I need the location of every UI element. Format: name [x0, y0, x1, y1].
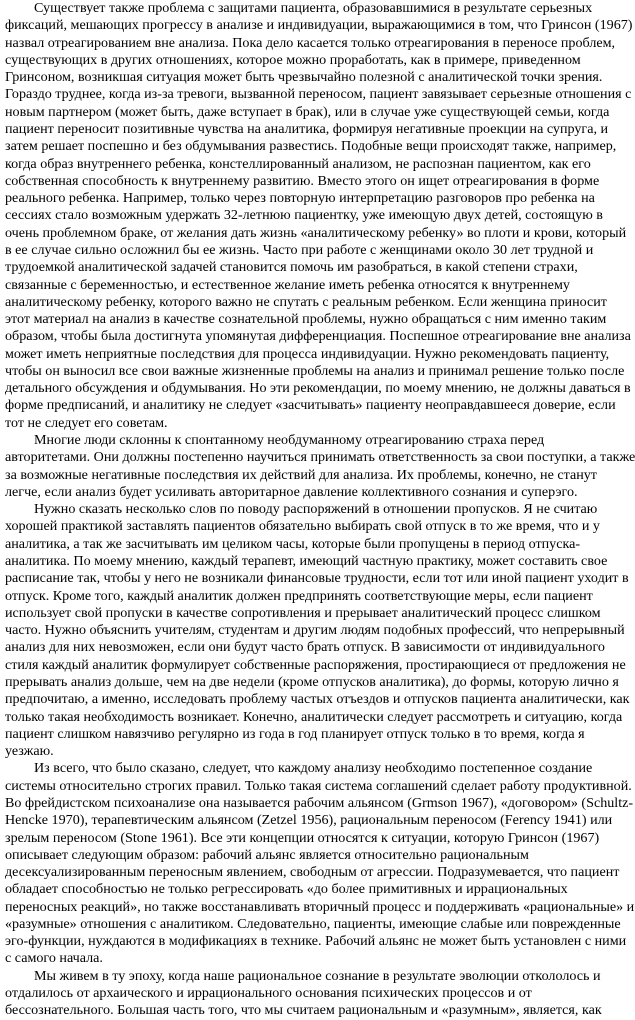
text-line: собственная способность к внутреннему развитию. Вместо этого он ищет отреагирования в форме: [5, 172, 600, 189]
text-line: анализ для них невозможен, если они будут часто брать отпуск. В зависимости от индивидуального: [5, 639, 605, 656]
text-line: связанные с беременностью, и естественное желание иметь ребенка относятся к внутреннему: [5, 276, 570, 293]
paragraph: [5, 968, 620, 1020]
text-line: аналитика, а так же засчитывать им целиком часы, которые были пропущены в период отпуска-: [5, 535, 581, 552]
text-line: аналитическому ребенку, которого важно не спутать с реальным ребенком. Если женщина приносит: [5, 293, 607, 310]
text-line: пациент слишком навязчиво регулярно из года в год планирует отпуск только в то время, когда я: [5, 725, 585, 742]
text-line: трудоемкой аналитической задачей становится помочь им разобраться, в какой степени страхи,: [5, 259, 578, 276]
text-line: десексуализированным переносным явлением, свободным от агрессии. Подразумевается, что пациент: [5, 864, 620, 881]
paragraph: [5, 760, 635, 967]
text-line: форме предписаний, и аналитику не следует «засчитывать» пациенту неоправдавшееся доверие, если: [5, 397, 616, 414]
text-line: реального ребенка. Например, только через повторную интерпретацию разговоров про ребенка на: [5, 190, 595, 207]
text-line: детального обсуждения и обдумывания. Но эти рекомендации, по моему мнению, не должны даваться в: [5, 380, 631, 397]
paragraph: [5, 432, 635, 501]
text-line: расписание так, чтобы у него не возникали финансовые трудности, если тот или иной пациент уходит в: [5, 570, 629, 587]
text-line: предпочитаю, а именно, исследовать проблему частых отъездов и отпусков пациента аналитически, как: [5, 691, 630, 708]
text-line: существующих в других отношениях, которое можно проработать, как в примере, приведенном: [5, 51, 581, 68]
text-line: переносных реакций», но также восстанавливать вторичный процесс и поддерживать «рациональные» и: [5, 898, 635, 915]
text-line: Во фрейдистском психоанализе она называется рабочим альянсом (Grmson 1967), «договором» (Schultz-: [5, 794, 634, 811]
paragraph: [5, 501, 630, 760]
text-line: Нужно сказать несколько слов по поводу распоряжений в отношении пропусков. Я не считаю: [34, 501, 598, 518]
text-line: Гринсоном, возникшая ситуация может быть чрезвычайно полезной с аналитической точки зрения.: [5, 69, 603, 86]
text-line: отпуск. Кроме того, каждый аналитик должен предпринять соответствующие меры, если пациент: [5, 587, 593, 604]
text-line: с самого начала.: [5, 950, 103, 967]
text-line: Мы живем в ту эпоху, когда наше рациональное сознание в результате эволюции откололось и: [34, 967, 601, 984]
text-line: хорошей практикой заставлять пациентов обязательно выбирать свой отпуск в то же время, что и у: [5, 518, 600, 535]
text-line: «разумные» отношения с аналитиком. Следовательно, пациенты, имеющие слабые или поврежденные: [5, 915, 621, 932]
text-line: Hencke 1970), терапевтическим альянсом (Zetzel 1956), рациональным переносом (Ferency 1941) или: [5, 812, 613, 829]
text-line: когда образ внутреннего ребенка, констеллированный анализом, не распознан пациентом, как его: [5, 155, 591, 172]
text-line: использует свой пропуски в качестве сопротивления и прерывает аналитический процесс слишком: [5, 604, 601, 621]
text-line: обладает способностью не только регрессировать «до более примитивных и иррациональных: [5, 881, 568, 898]
text-line: образом, чтобы была достигнута упомянутая дифференциация. Поспешное отреагирование вне анализа: [5, 328, 631, 345]
text-line: сессиях стало возможным удержать 32-летнюю пациентку, уже имеющую двух детей, состоящую в: [5, 207, 603, 224]
text-line: описывает следующим образом: рабочий альянс является относительно рациональным: [5, 846, 529, 863]
text-line: стиля каждый аналитик формулирует собственные распоряжения, простирающиеся от предложения не: [5, 656, 626, 673]
text-line: пациент переносит позитивные чувства на аналитика, формируя негативные проекции на супруга, и: [5, 120, 609, 137]
text-line: зрелым переносом (Stone 1961). Все эти концепции относятся к ситуации, которую Гринсон (1967): [5, 829, 600, 846]
text-line: новым партнером (может быть, даже вступает в брак), или в случае уже существующей семьи, когда: [5, 103, 610, 120]
text-line: уезжаю.: [5, 743, 54, 760]
paragraph: [5, 0, 633, 432]
text-line: эго-функции, нуждаются в модификациях в технике. Рабочий альянс не может быть установлен с ними: [5, 933, 627, 950]
text-line: фиксаций, мешающих прогрессу в анализе и индивидуации, выражающимися в том, что Гринсон (1967): [5, 17, 633, 34]
text-line: чтобы он выносил все свои важные жизненные проблемы на анализ и принимал решение только после: [5, 362, 625, 379]
text-line: Гораздо труднее, когда из-за тревоги, вызванной переносом, пациент завязывает серьезные отношения с: [5, 86, 632, 103]
text-line: за возможные негативные последствия их действий для анализа. Их проблемы, конечно, не станут: [5, 466, 597, 483]
text-line: в ее случае сильно осложнил бы ее жизнь. Часто при работе с женщинами около 30 лет трудной и: [5, 241, 594, 258]
text-line: аналитика. По моему мнению, каждый терапевт, имеющий частную практику, может составить свое: [5, 553, 608, 569]
text-line: затем решает поспешно и без обдумывания развестись. Подобные вещи происходят также, например,: [5, 138, 617, 155]
text-line: бессознательного. Большая часть того, что мы считаем рациональным и «разумным», является, как: [5, 1002, 602, 1019]
text-line: прерывать анализ дольше, чем на две недели (кроме отпусков аналитика), до формы, которую лично я: [5, 673, 619, 690]
text-line: Существует также проблема с защитами пациента, образовавшимися в результате серьезных: [34, 0, 593, 16]
text-line: авторитетами. Они должны постепенно научиться принимать ответственность за свои поступки, а также: [5, 449, 635, 466]
text-line: отдалилось от архаического и иррационального основания психических процессов и от: [5, 985, 532, 1002]
text-line: этот материал на анализ в качестве сознательной проблемы, нужно обращаться с ним именно таким: [5, 311, 607, 328]
text-line: очень проблемном браке, от желания дать жизнь «аналитическому ребенку» во плоти и крови, который: [5, 224, 627, 241]
text-line: только такая необходимость возникает. Конечно, аналитически следует рассмотреть и ситуацию, когда: [5, 708, 623, 725]
text-line: легче, если анализ будет усиливать авторитарное давление коллективного сознания и суперэго.: [5, 483, 578, 500]
text-line: может иметь неприятные последствия для процесса индивидуации. Нужно рекомендовать пациенту,: [5, 345, 610, 362]
text-line: Из всего, что было сказано, следует, что каждому анализу необходимо постепенное создание: [34, 760, 593, 777]
text-line: назвал отреагированием вне анализа. Пока дело касается только отреагирования в переносе проблем,: [5, 34, 616, 51]
text-line: часто. Нужно объяснить учителям, студентам и другим людям подобных профессий, что непрерывный: [5, 622, 625, 639]
text-line: Многие люди склонны к спонтанному необдуманному отреагированию страха перед: [34, 432, 545, 449]
text-line: тот не следует его советам.: [5, 414, 168, 431]
document-body: [5, 0, 635, 1020]
text-line: системы относительно строгих правил. Только такая система соглашений сделает работу продуктивной.: [5, 777, 632, 794]
